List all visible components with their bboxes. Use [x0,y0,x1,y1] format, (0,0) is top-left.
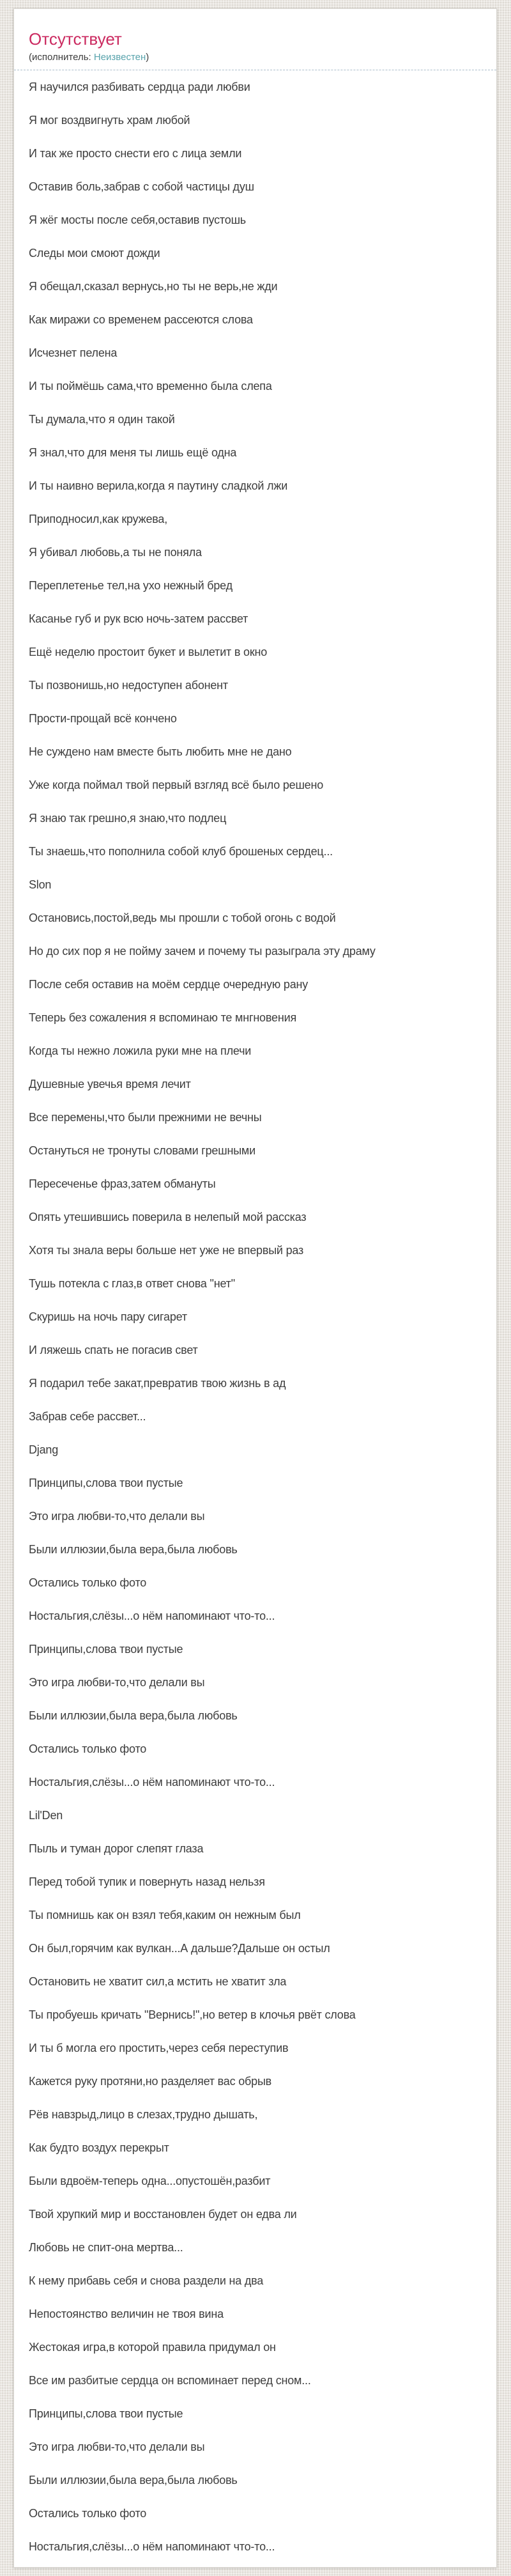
lyric-line: И ляжешь спать не погасив свет [29,1343,198,1356]
lyric-line: Как будто воздух перекрыт [29,2141,169,2154]
lyric-line: Были иллюзии,была вера,была любовь [29,2473,238,2487]
lyric-line: Непостоянство величин не твоя вина [29,2307,224,2320]
lyric-line: Теперь без сожаления я вспоминаю те мнгновения [29,1011,296,1024]
lyric-line: Я знал,что для меня ты лишь ещё одна [29,446,237,459]
lyric-line: Принципы,слова твои пустые [29,2407,183,2420]
lyric-line: Твой хрупкий мир и восстановлен будет он едва ли [29,2207,297,2221]
lyric-line: Это игра любви-то,что делали вы [29,1509,205,1523]
lyric-line: Переплетенье тел,на ухо нежный бред [29,578,233,592]
lyric-line: Я подарил тебе закат,превратив твою жизнь в ад [29,1376,286,1390]
lyric-line: Все им разбитые сердца он вспоминает перед сном... [29,2373,311,2387]
lyric-line: Я жёг мосты после себя,оставив пустошь [29,213,246,226]
lyric-line: Скуришь на ночь пару сигарет [29,1310,187,1323]
lyric-line: Оставив боль,забрав с собой частицы душ [29,180,254,193]
lyric-line: Он был,горячим как вулкан...А дальше?Дальше он остыл [29,1941,330,1955]
lyric-line: И ты наивно верила,когда я паутину сладкой лжи [29,479,288,492]
lyric-line: Принципы,слова твои пустые [29,1476,183,1489]
lyric-line: Принципы,слова твои пустые [29,1642,183,1656]
artist-label-prefix: (исполнитель: [29,52,94,63]
lyric-line: Остались только фото [29,2506,147,2520]
lyric-line: К нему прибавь себя и снова раздели на два [29,2274,264,2287]
lyric-line: Я обещал,сказал вернусь,но ты не верь,не жди [29,279,278,293]
song-header [14,9,496,70]
lyric-line: Ты думала,что я один такой [29,412,175,426]
lyric-line: Были иллюзии,была вера,была любовь [29,1709,238,1722]
lyrics-card [13,8,497,2568]
lyric-line: Были иллюзии,была вера,была любовь [29,1542,238,1556]
lyric-line: Прости-прощай всё кончено [29,711,177,725]
lyric-line: Ностальгия,слёзы...о нём напоминают что-то... [29,2540,275,2553]
lyric-line: Я мог воздвигнуть храм любой [29,113,190,127]
lyric-line: Тушь потекла с глаз,в ответ снова "нет" [29,1276,235,1290]
lyric-line: Не суждено нам вместе быть любить мне не дано [29,745,292,758]
lyric-line: Ностальгия,слёзы...о нём напоминают что-то... [29,1775,275,1788]
lyric-line: Перед тобой тупик и повернуть назад нельзя [29,1875,265,1888]
lyric-line: Это игра любви-то,что делали вы [29,1675,205,1689]
lyric-line: Djang [29,1443,59,1456]
artist-label-suffix: ) [146,52,149,63]
lyric-line: Пересеченье фраз,затем обмануты [29,1177,216,1190]
lyric-line: Рёв навзрыд,лицо в слезах,трудно дышать, [29,2107,258,2121]
lyric-line: Это игра любви-то,что делали вы [29,2440,205,2453]
artist-line [29,52,471,63]
lyric-line: Остались только фото [29,1576,147,1589]
lyric-line: После себя оставив на моём сердце очередную рану [29,977,309,991]
page-title: Отсутствует [29,29,122,49]
lyric-line: Касанье губ и рук всю ночь-затем рассвет [29,612,248,625]
lyric-line: Забрав себе рассвет... [29,1409,146,1423]
artist-link[interactable]: Неизвестен [93,52,146,63]
lyric-line: Были вдвоём-теперь одна...опустошён,разбит [29,2174,271,2187]
lyric-line: Остануться не тронуты словами грешными [29,1144,256,1157]
lyric-line: Я убивал любовь,а ты не поняла [29,545,202,559]
lyric-line: Ещё неделю простоит букет и вылетит в окно [29,645,268,658]
lyric-line: Все перемены,что были прежними не вечны [29,1110,262,1124]
lyric-line: Ты позвонишь,но недоступен абонент [29,678,228,692]
lyrics-list [14,70,496,2563]
lyric-line: Приподносил,как кружева, [29,512,168,525]
lyric-line: Я знаю так грешно,я знаю,что подлец [29,811,227,825]
lyric-line: Ты помнишь как он взял тебя,каким он нежным был [29,1908,301,1921]
lyric-line: Уже когда поймал твой первый взгляд всё было решено [29,778,324,791]
lyric-line: Когда ты нежно ложила руки мне на плечи [29,1044,252,1057]
lyric-line: И так же просто снести его с лица земли [29,146,242,160]
lyric-line: Но до сих пор я не пойму зачем и почему ты разыграла эту драму [29,944,376,958]
lyric-line: Я научился разбивать сердца ради любви [29,80,250,93]
lyric-line: Кажется руку протяни,но разделяет вас обрыв [29,2074,272,2088]
lyric-line: Жестокая игра,в которой правила придумал он [29,2340,276,2354]
lyric-line: Следы мои смоют дожди [29,246,160,260]
lyric-line: Пыль и туман дорог слепят глаза [29,1842,204,1855]
lyric-line: И ты поймёшь сама,что временно была слепа [29,379,272,392]
lyric-line: Исчезнет пелена [29,346,118,359]
lyric-line: Душевные увечья время лечит [29,1077,191,1090]
lyric-line: Slon [29,878,52,891]
lyric-line: Опять утешившись поверила в нелепый мой рассказ [29,1210,307,1223]
lyric-line: Хотя ты знала веры больше нет уже не впервый раз [29,1243,304,1257]
lyric-line: Lil'Den [29,1808,63,1822]
lyric-line: Остановить не хватит сил,а мстить не хватит зла [29,1975,287,1988]
lyric-line: Ты знаешь,что пополнила собой клуб брошеных сердец... [29,844,333,858]
lyric-line: И ты б могла его простить,через себя переступив [29,2041,289,2054]
lyric-line: Как миражи со временем рассеются слова [29,313,253,326]
lyric-line: Ностальгия,слёзы...о нём напоминают что-то... [29,1609,275,1622]
lyric-line: Остановись,постой,ведь мы прошли с тобой огонь с водой [29,911,336,924]
lyric-line: Ты пробуешь кричать "Вернись!",но ветер в клочья рвёт слова [29,2008,356,2021]
lyric-line: Любовь не спит-она мертва... [29,2240,183,2254]
lyric-line: Остались только фото [29,1742,147,1755]
